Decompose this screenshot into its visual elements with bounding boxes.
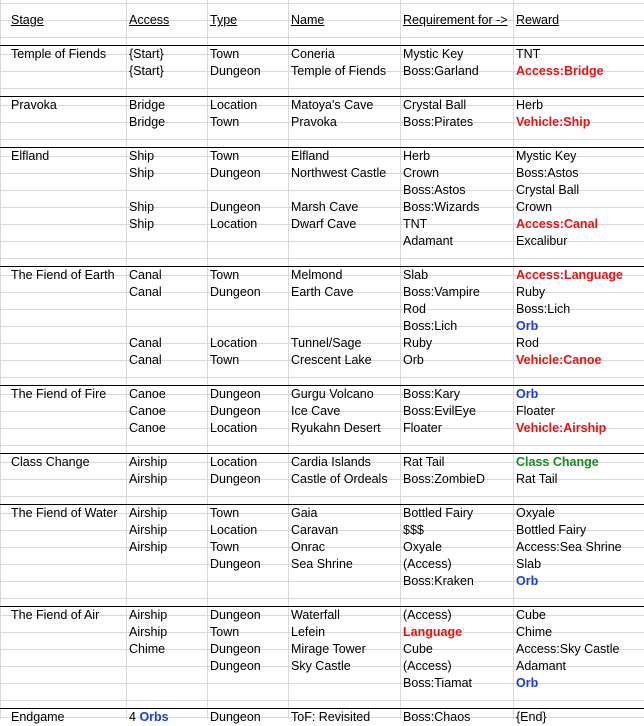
- requirement-cell[interactable]: Boss:Pirates: [403, 115, 474, 129]
- type-cell[interactable]: Dungeon: [210, 472, 261, 486]
- reward-cell[interactable]: Slab: [516, 557, 542, 571]
- requirement-cell[interactable]: Rat Tail: [403, 455, 445, 469]
- reward-cell[interactable]: Crown: [516, 200, 553, 214]
- table-row: [0, 199, 644, 216]
- requirement-cell[interactable]: TNT: [403, 217, 428, 231]
- requirement-cell[interactable]: $$$: [403, 523, 424, 537]
- requirement-cell[interactable]: Boss:Kary: [403, 387, 460, 401]
- access-cell[interactable]: Ship: [129, 200, 155, 214]
- name-cell[interactable]: Marsh Cave: [291, 200, 359, 214]
- reward-cell[interactable]: Class Change: [516, 455, 599, 469]
- table-row: [0, 522, 644, 539]
- access-cell[interactable]: Bridge: [129, 115, 166, 129]
- reward-cell[interactable]: Rod: [516, 336, 539, 350]
- access-cell[interactable]: {Start}: [129, 47, 164, 61]
- type-cell[interactable]: Town: [210, 625, 240, 639]
- table-row: [0, 335, 644, 352]
- requirement-cell[interactable]: Boss:Astos: [403, 183, 466, 197]
- reward-cell[interactable]: Oxyale: [516, 506, 555, 520]
- requirement-cell[interactable]: Mystic Key: [403, 47, 464, 61]
- reward-cell[interactable]: Vehicle:Airship: [516, 421, 607, 435]
- table-row: [0, 556, 644, 573]
- type-cell[interactable]: Dungeon: [210, 659, 261, 673]
- reward-cell[interactable]: Vehicle:Canoe: [516, 353, 602, 367]
- access-cell[interactable]: [127, 556, 209, 573]
- table-row: [0, 46, 644, 63]
- type-cell[interactable]: Location: [210, 98, 258, 112]
- name-cell[interactable]: Caravan: [291, 523, 339, 537]
- reward-cell[interactable]: Excalibur: [516, 234, 568, 248]
- type-cell[interactable]: Dungeon: [210, 710, 261, 724]
- table-row: [0, 658, 644, 675]
- name-cell[interactable]: [289, 233, 402, 250]
- table-row: [0, 403, 644, 420]
- table-row: [0, 420, 644, 437]
- access-cell[interactable]: Canal: [129, 268, 162, 282]
- name-cell[interactable]: Cardia Islands: [291, 455, 371, 469]
- table-row: [0, 505, 644, 522]
- requirement-cell[interactable]: Slab: [403, 268, 429, 282]
- requirement-cell[interactable]: (Access): [403, 608, 452, 622]
- name-cell[interactable]: [289, 182, 402, 199]
- table-row: [0, 63, 644, 80]
- requirement-cell[interactable]: Bottled Fairy: [403, 506, 474, 520]
- name-cell[interactable]: Gaia: [291, 506, 318, 520]
- reward-cell[interactable]: Rat Tail: [516, 472, 558, 486]
- reward-cell[interactable]: Boss:Lich: [516, 302, 571, 316]
- access-cell[interactable]: 4 Orbs: [129, 710, 169, 724]
- type-cell[interactable]: Location: [210, 336, 258, 350]
- stage-cell[interactable]: The Fiend of Earth: [11, 268, 115, 282]
- stage-cell[interactable]: The Fiend of Fire: [11, 387, 107, 401]
- requirement-cell[interactable]: Boss:Chaos: [403, 710, 471, 724]
- name-cell[interactable]: Gurgu Volcano: [291, 387, 374, 401]
- stage-cell[interactable]: Pravoka: [11, 98, 57, 112]
- access-cell[interactable]: Canoe: [129, 387, 166, 401]
- reward-cell[interactable]: Herb: [516, 98, 544, 112]
- type-cell[interactable]: Dungeon: [210, 166, 261, 180]
- reward-cell[interactable]: Ruby: [516, 285, 546, 299]
- table-row: [0, 165, 644, 182]
- access-cell[interactable]: [127, 658, 209, 675]
- table-row: [0, 267, 644, 284]
- reward-cell[interactable]: Orb: [516, 676, 539, 690]
- header-requirement[interactable]: Requirement for ->: [403, 13, 508, 27]
- reward-cell[interactable]: {End}: [516, 710, 547, 724]
- access-cell[interactable]: Canal: [129, 285, 162, 299]
- access-cell[interactable]: Bridge: [129, 98, 166, 112]
- access-cell[interactable]: Ship: [129, 166, 155, 180]
- access-cell[interactable]: Airship: [129, 506, 168, 520]
- table-row: [0, 148, 644, 165]
- access-cell[interactable]: [127, 233, 209, 250]
- table-row: [0, 352, 644, 369]
- table-row: [0, 573, 644, 590]
- reward-cell[interactable]: Orb: [516, 574, 539, 588]
- table-row: [0, 471, 644, 488]
- name-cell[interactable]: Ryukahn Desert: [291, 421, 381, 435]
- reward-cell[interactable]: Floater: [516, 404, 555, 418]
- type-cell[interactable]: Dungeon: [210, 285, 261, 299]
- type-cell[interactable]: [208, 301, 290, 318]
- reward-cell[interactable]: Orb: [516, 387, 539, 401]
- requirement-cell[interactable]: Boss:ZombieD: [403, 472, 485, 486]
- requirement-cell[interactable]: Cube: [403, 642, 433, 656]
- table-row: [0, 539, 644, 556]
- access-cell[interactable]: Airship: [129, 455, 168, 469]
- name-cell[interactable]: Waterfall: [291, 608, 340, 622]
- type-cell[interactable]: [208, 182, 290, 199]
- table-row: [0, 182, 644, 199]
- reward-cell[interactable]: Access:Sea Shrine: [516, 540, 622, 554]
- name-cell[interactable]: Ice Cave: [291, 404, 341, 418]
- table-row: [0, 233, 644, 250]
- reward-cell[interactable]: Mystic Key: [516, 149, 577, 163]
- name-cell[interactable]: Temple of Fiends: [291, 64, 387, 78]
- name-cell[interactable]: [289, 675, 402, 692]
- requirement-cell[interactable]: Orb: [403, 353, 424, 367]
- requirement-cell[interactable]: Boss:Lich: [403, 319, 458, 333]
- name-cell[interactable]: ToF: Revisited: [291, 710, 371, 724]
- header-row: [0, 12, 644, 29]
- name-cell[interactable]: Melmond: [291, 268, 343, 282]
- type-cell[interactable]: [208, 318, 290, 335]
- requirement-cell[interactable]: Oxyale: [403, 540, 442, 554]
- requirement-cell[interactable]: Boss:Garland: [403, 64, 479, 78]
- type-cell[interactable]: Town: [210, 540, 240, 554]
- type-cell[interactable]: Town: [210, 506, 240, 520]
- access-cell[interactable]: [127, 301, 209, 318]
- type-cell[interactable]: Dungeon: [210, 642, 261, 656]
- table-row: [0, 216, 644, 233]
- name-cell[interactable]: [289, 318, 402, 335]
- table-row: [0, 675, 644, 692]
- type-cell[interactable]: Location: [210, 421, 258, 435]
- table-row: [0, 607, 644, 624]
- requirement-cell[interactable]: Boss:EvilEye: [403, 404, 476, 418]
- type-cell[interactable]: Town: [210, 115, 240, 129]
- type-cell[interactable]: [208, 233, 290, 250]
- name-cell[interactable]: [289, 573, 402, 590]
- access-cell[interactable]: Canoe: [129, 404, 166, 418]
- table-row: [0, 318, 644, 335]
- requirement-cell[interactable]: Herb: [403, 149, 431, 163]
- stage-cell[interactable]: Elfland: [11, 149, 50, 163]
- access-cell[interactable]: Ship: [129, 149, 155, 163]
- requirement-cell[interactable]: Adamant: [403, 234, 454, 248]
- table-row: [0, 454, 644, 471]
- requirement-cell[interactable]: (Access): [403, 659, 452, 673]
- stage-cell[interactable]: Class Change: [11, 455, 90, 469]
- access-cell[interactable]: Airship: [129, 540, 168, 554]
- table-row: [0, 624, 644, 641]
- stage-cell[interactable]: Endgame: [11, 710, 65, 724]
- name-cell[interactable]: Sea Shrine: [291, 557, 353, 571]
- access-cell[interactable]: [127, 675, 209, 692]
- access-cell[interactable]: [127, 182, 209, 199]
- requirement-cell[interactable]: Boss:Wizards: [403, 200, 480, 214]
- reward-cell[interactable]: TNT: [516, 47, 541, 61]
- access-cell[interactable]: [127, 318, 209, 335]
- type-cell[interactable]: Location: [210, 523, 258, 537]
- access-cell[interactable]: [127, 573, 209, 590]
- type-cell[interactable]: Town: [210, 47, 240, 61]
- access-cell[interactable]: Airship: [129, 472, 168, 486]
- header-access[interactable]: Access: [129, 13, 170, 27]
- name-cell[interactable]: Matoya's Cave: [291, 98, 374, 112]
- type-cell[interactable]: Town: [210, 268, 240, 282]
- requirement-cell[interactable]: Crystal Ball: [403, 98, 467, 112]
- type-cell[interactable]: [208, 675, 290, 692]
- access-cell[interactable]: Canal: [129, 353, 162, 367]
- requirement-cell[interactable]: Floater: [403, 421, 442, 435]
- reward-cell[interactable]: Crystal Ball: [516, 183, 580, 197]
- name-cell[interactable]: [289, 301, 402, 318]
- name-cell[interactable]: Crescent Lake: [291, 353, 372, 367]
- header-reward[interactable]: Reward: [516, 13, 560, 27]
- name-cell[interactable]: Pravoka: [291, 115, 337, 129]
- reward-cell[interactable]: Access:Bridge: [516, 64, 604, 78]
- name-cell[interactable]: Castle of Ordeals: [291, 472, 388, 486]
- header-name[interactable]: Name: [291, 13, 325, 27]
- reward-cell[interactable]: Orb: [516, 319, 539, 333]
- table-row: [0, 386, 644, 403]
- name-cell[interactable]: Sky Castle: [291, 659, 351, 673]
- type-cell[interactable]: Dungeon: [210, 404, 261, 418]
- type-cell[interactable]: Dungeon: [210, 64, 261, 78]
- type-cell[interactable]: Dungeon: [210, 200, 261, 214]
- requirement-cell[interactable]: Language: [403, 625, 463, 639]
- access-cell[interactable]: {Start}: [129, 64, 164, 78]
- access-cell[interactable]: Chime: [129, 642, 166, 656]
- requirement-cell[interactable]: Boss:Vampire: [403, 285, 480, 299]
- requirement-cell[interactable]: Ruby: [403, 336, 433, 350]
- name-cell[interactable]: Mirage Tower: [291, 642, 366, 656]
- name-cell[interactable]: Earth Cave: [291, 285, 354, 299]
- table-row: [0, 284, 644, 301]
- name-cell[interactable]: Northwest Castle: [291, 166, 387, 180]
- name-cell[interactable]: Tunnel/Sage: [291, 336, 362, 350]
- orbs-label: Orbs: [139, 710, 169, 724]
- reward-cell[interactable]: Access:Canal: [516, 217, 598, 231]
- name-cell[interactable]: Coneria: [291, 47, 335, 61]
- name-cell[interactable]: Dwarf Cave: [291, 217, 357, 231]
- type-cell[interactable]: Location: [210, 455, 258, 469]
- access-cell[interactable]: Airship: [129, 625, 168, 639]
- type-cell[interactable]: Dungeon: [210, 557, 261, 571]
- reward-cell[interactable]: Cube: [516, 608, 546, 622]
- reward-cell[interactable]: Adamant: [516, 659, 567, 673]
- stage-cell[interactable]: The Fiend of Water: [11, 506, 118, 520]
- type-cell[interactable]: Town: [210, 353, 240, 367]
- reward-cell[interactable]: Access:Language: [516, 268, 623, 282]
- type-cell[interactable]: [208, 573, 290, 590]
- requirement-cell[interactable]: Boss:Tiamat: [403, 676, 473, 690]
- name-cell[interactable]: Onrac: [291, 540, 326, 554]
- access-cell[interactable]: Canoe: [129, 421, 166, 435]
- table-row: [0, 641, 644, 658]
- stage-cell[interactable]: The Fiend of Air: [11, 608, 100, 622]
- type-cell[interactable]: Location: [210, 217, 258, 231]
- name-cell[interactable]: Elfland: [291, 149, 330, 163]
- table-row: [0, 709, 644, 726]
- requirement-cell[interactable]: (Access): [403, 557, 452, 571]
- table-row: [0, 97, 644, 114]
- stage-cell[interactable]: Temple of Fiends: [11, 47, 107, 61]
- name-cell[interactable]: Lefein: [291, 625, 326, 639]
- reward-cell[interactable]: Bottled Fairy: [516, 523, 587, 537]
- reward-cell[interactable]: Access:Sky Castle: [516, 642, 620, 656]
- header-type[interactable]: Type: [210, 13, 238, 27]
- reward-cell[interactable]: Vehicle:Ship: [516, 115, 591, 129]
- type-cell[interactable]: Dungeon: [210, 387, 261, 401]
- access-cell[interactable]: Airship: [129, 523, 168, 537]
- table-row: [0, 301, 644, 318]
- access-cell[interactable]: Ship: [129, 217, 155, 231]
- header-stage[interactable]: Stage: [11, 13, 44, 27]
- type-cell[interactable]: Town: [210, 149, 240, 163]
- requirement-cell[interactable]: Rod: [403, 302, 426, 316]
- reward-cell[interactable]: Chime: [516, 625, 553, 639]
- access-cell[interactable]: Canal: [129, 336, 162, 350]
- requirement-cell[interactable]: Crown: [403, 166, 440, 180]
- table-row: [0, 114, 644, 131]
- reward-cell[interactable]: Boss:Astos: [516, 166, 579, 180]
- type-cell[interactable]: Dungeon: [210, 608, 261, 622]
- access-cell[interactable]: Airship: [129, 608, 168, 622]
- requirement-cell[interactable]: Boss:Kraken: [403, 574, 474, 588]
